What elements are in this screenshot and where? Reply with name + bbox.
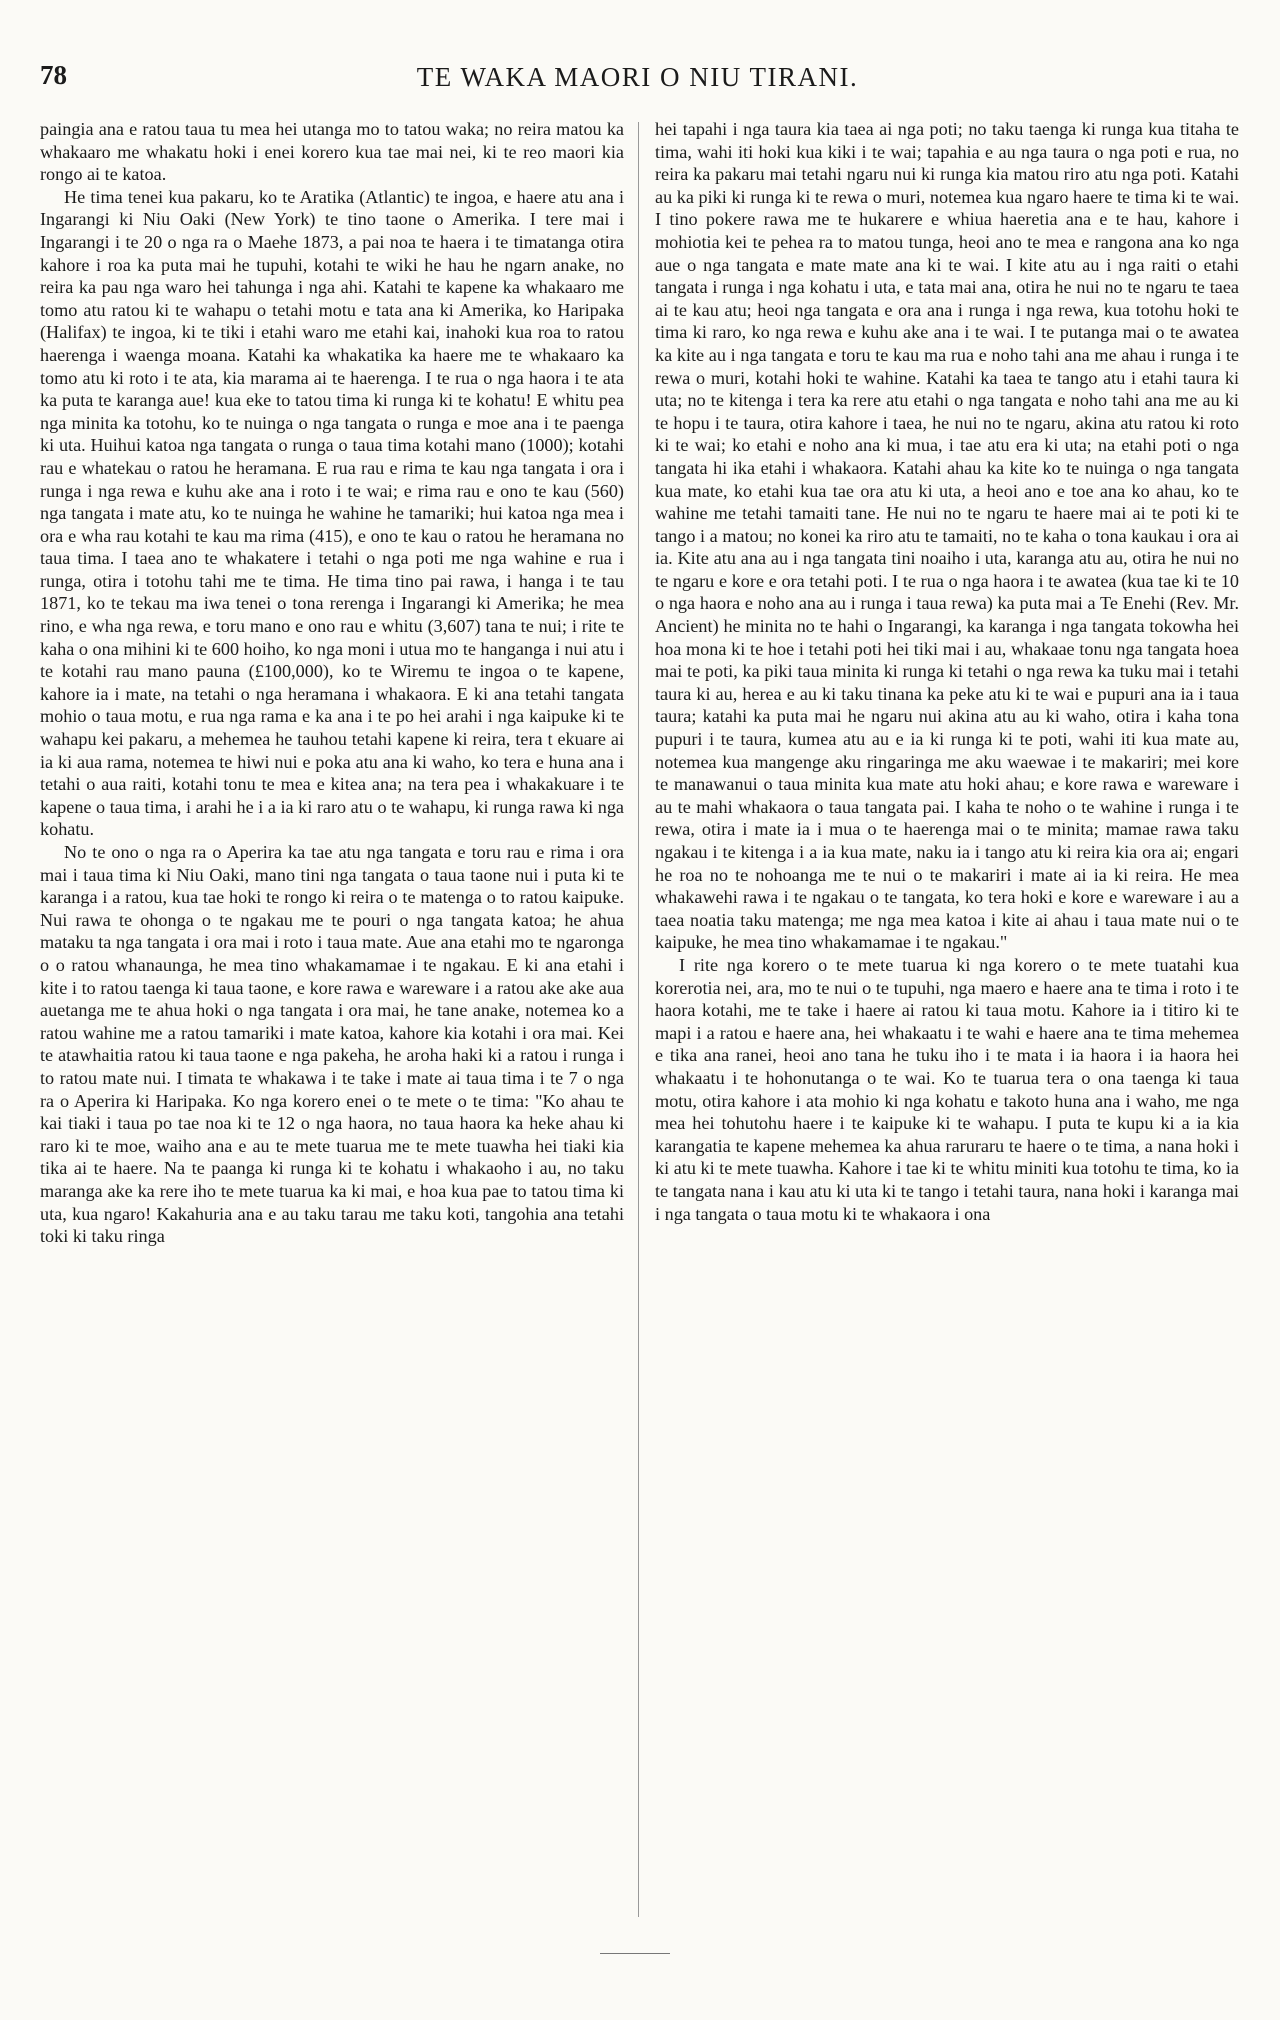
paragraph: paingia ana e ratou taua tu mea hei utanga mo to tatou waka; no reira matou ka whakaaro me whakatu hoki i enei korero kua tae mai nei, ki te reo maori kia rongo ai te katoa. (40, 119, 624, 185)
left-column (40, 118, 624, 1248)
footer-rule (600, 1953, 670, 1954)
right-column (655, 118, 1239, 1225)
paragraph: hei tapahi i nga taura kia taea ai nga poti; no taku taenga ki runga kua titaha te tima, wahi iti hoki kua kiki i te wai; tapahia e au nga taura o nga poti e rua, no reira ka pakaru mai tetahi ngaru nui ki runga kia matou riro atu nga poti. Katahi au ka piki ki runga ki te rewa o muri, notemea kua ngaro haere te tima ki te wai. I tino pokere rawa me te hukarere e whiua haeretia ana e te hau, kahore i mohiotia kei te pehea ra to matou tunga, heoi ano te mea e rangona ana ko nga aue o nga tangata e mate mate ana ki te wai. I kite atu au i nga raiti o etahi tangata i runga i nga kohatu i uta, e tata mai ana, otira he nui no te ngaru te taea ai te kau atu; heoi nga tangata e ora ana i runga i nga rewa, kua totohu hoki te tima ki raro, ko nga rewa e kuhu ake ana i te wai. I te putanga mai o te awatea ka kite au i nga tangata e toru te kau ma rua e noho tahi ana me ahau i runga i te rewa o muri, kotahi hoki te wahine. Katahi ka taea te tango atu i etahi taura ki uta; no te kitenga i tera ka rere atu etahi o nga tangata e noho tahi ana me au ki te hopu i te taura, otira kahore i taea, he nui no te ngaru, akina atu ratou ki roto ki te wai; ko etahi e noho ana ki mua, i tae atu era ki uta; na etahi poti o nga tangata hi ika etahi i whakaora. Katahi ahau ka kite ko te nuinga o nga tangata kua mate, ko etahi kua tae ora atu ki uta, a heoi ano e toe ana ko ahau, ko te wahine me tetahi tamaiti tane. He nui no te ngaru te haere mai ai te poti ki te tango i a matou; no konei ka riro atu te tamaiti, no te kaha o tona kaukau i ora ai ia. Kite atu ana au i nga tangata tini noaiho i uta, karanga atu au, otira he nui no te ngaru e kore e ora tetahi poti. I te rua o nga haora i te awatea (kua tae ki te 10 o nga haora e noho ana au i runga i taua rewa) ka puta mai a Te Enehi (Rev. Mr. Ancient) he minita no te hahi o Ingarangi, ka karanga i nga tangata tokowha hei hoa mona ki te hoe i tetahi poti hei tiki mai i au, whakaae tonu nga tangata hoea mai te poti, ka piki taua minita ki runga ki tetahi o nga rewa ka tuku mai i tetahi taura ki au, herea e au ki taku tinana ka peke atu ki te wai e pupuri ana ia i taua taura; katahi ka puta mai he ngaru nui akina atu au ki waho, otira i kaha tona pupuri i te taura, kumea atu au e ia ki runga ki te poti, wahi iti kua mate au, notemea kua mangenge aku ringaringa me aku waewae i te makariri; mei kore te manawanui o taua minita kua mate atu hoki ahau; e kore rawa e wareware i au te mahi whakaora o taua tangata pai. I kaha te noho o te wahine i runga i te rewa, otira i mate ia i mua o te haerenga mai o te minita; mamae rawa taku ngakau i te kitenga i a ia kua mate, naku ia i tango atu ki reira kia ora ai; engari he roa no te nohoanga me te nui o te makariri i mate ai ia ki reira. He mea whakawehi rawa i te ngakau o te tangata, ko tera hoki e kore e wareware i au a taea noatia taku matenga; me nga mea katoa i kite ai ahau i taua mate nui o te kaipuke, he mea tino whakamamae i te ngakau." (655, 119, 1239, 953)
page-number: 78 (40, 60, 67, 90)
paragraph: He tima tenei kua pakaru, ko te Aratika (Atlantic) te ingoa, e haere atu ana i Ingarangi ki Niu Oaki (New York) te tino taone o Amerika. I tere mai i Ingarangi i te 20 o nga ra o Maehe 1873, a pai noa te haera i te timatanga otira kahore i roa ka puta mai he tupuhi, kotahi te wiki he hau he ngarn anake, no reira ka pau nga waro hei tahunga i nga ahi. Katahi te kapene ka whakaaro me tomo atu ratou ki te wahapu o tetahi motu e tata ana ki Amerika, ko Haripaka (Halifax) te ingoa, ki te tiki i etahi waro me etahi kai, inahoki kua roa to ratou haerenga i waenga moana. Katahi ka whakatika ka haere me te whakaaro ka tomo atu ki roto i te ata, kia marama ai te haerenga. I te rua o nga haora i te ata ka puta te karanga aue! kua eke to tatou tima ki runga ki te kohatu! E whitu pea nga minita ka totohu, ko te nuinga o nga tangata o runga e moe ana i te paenga ki uta. Huihui katoa nga tangata o runga o taua tima kotahi mano (1000); kotahi rau e whatekau o ratou he heramana. E rua rau e rima te kau nga tangata i ora i runga i nga rewa e kuhu ake ana i roto i te wai; e rima rau e ono te kau (560) nga tangata i mate atu, ko te nuinga he wahine he tamariki; hui katoa nga mea i ora e wha rau kotahi te kau ma rima (415), e ono te kau o ratou he heramana no taua tima. I taea ano te whakatere i tetahi o nga poti me nga wahine e rua i runga, otira i totohu tahi me te tima. He tima tino pai rawa, i hanga i te tau 1871, ko te tekau ma iwa tenei o tona rerenga i Ingarangi ki Amerika; he mea rino, e wha nga rewa, e toru mano e ono rau e whitu (3,607) tana te nui; i rite te kaha o ona mihini ki te 600 hoiho, ko nga moni i utua mo te hanganga i nui atu i te kotahi rau mano pauna (£100,000), ko te Wiremu te ingoa o te kapene, kahore ia i mate, na tetahi o nga heramana i whakaora. E ki ana tetahi tangata mohio o taua motu, e rua nga rama e ka ana i te po hei arahi i nga kaipuke ki te wahapu kei pakaru, a mehemea he tauhou tetahi kapene ki reira, tera t ekuare ai ia ki aua rama, notemea te hiwi nui e poka atu ana ki waho, ko tera e huna ana i tetahi o aua raiti, kotahi tonu te mea e kitea ana; na tera pea i whakakuare i te kapene o taua tima, i arahi he i a ia ki raro atu o te wahapu, ki runga rawa ki nga kohatu. (40, 186, 624, 840)
paragraph: No te ono o nga ra o Aperira ka tae atu nga tangata e toru rau e rima i ora mai i taua tima ki Niu Oaki, mano tini nga tangata o taua taone nui i puta ki te karanga i a ratou, kua tae hoki te rongo ki reira o te matenga o to ratou kaipuke. Nui rawa te ohonga o te ngakau me te pouri o nga tangata katoa; he ahua mataku ta nga tangata i ora mai i roto i taua mate. Aue ana etahi mo te ngaronga o o ratou whanaunga, he mea tino whakamamae i te ngakau. E ki ana etahi i kite i to ratou taenga ki taua taone, e kore rawa e wareware i a ratou ake ake aua auetanga me te ahua hoki o nga tangata i ora mai, he tane anake, notemea ko a ratou wahine me a ratou tamariki i mate katoa, kahore kia kotahi i ora mai. Kei te atawhaitia ratou ki taua taone e nga pakeha, he aroha haki ki a ratou i runga i to ratou mate nui. I timata te whakawa i te take i mate ai taua tima i te 7 o nga ra o Aperira ki Haripaka. Ko nga korero enei o te mete o te tima: "Ko ahau te kai tiaki i taua po tae noa ki te 12 o nga haora, no taua haora ka heke ahau ki raro ki te moe, waiho ana e au te mete tuarua me te mete tuawha hei tiaki kia tika ai te haere. Na te paanga ki runga ki te kohatu i whakaoho i au, no taku maranga ake ka rere iho te mete tuarua ka ki mai, e hoa kua pae to tatou tima ki uta, kua ngaro! Kakahuria ana e au taku tarau me taku koti, tangohia ana tetahi toki ki taku ringa (40, 842, 624, 1247)
running-title: TE WAKA MAORI O NIU TIRANI. (416, 62, 859, 92)
page-header (40, 60, 1235, 110)
paragraph: I rite nga korero o te mete tuarua ki nga korero o te mete tuatahi kua korerotia nei, ara, mo te nui o te tupuhi, nga maero e haere ana te tima i roto i te haora kotahi, me te take i haere ai ratou ki taua motu. Kahore ia i titiro ki te mapi i a ratou e haere ana, hei whakaatu i te wahi e haere ana te tima mehemea e tika ana ranei, heoi ano tana he tuku iho i te mata i ia haora i ia haora hei whakaatu i te hohonutanga o te wai. Ko te tuarua tera o ona taenga ki taua motu, otira kahore i ata mohio ki nga kohatu e takoto huna ana i waho, me nga mea hei tohutohu haere i te kaipuke ki te wahapu. I puta te kupu ki a ia kia karangatia te kapene mehemea ka ahua raruraru te haere o te tima, a nana hoki i ki atu ki te mete tuawha. Kahore i tae ki te whitu miniti kua totohu te tima, ko ia te tangata nana i kau atu ki uta ki te tango i tetahi taura, nana hoki i karanga mai i nga tangata o taua motu ki te whakaora i ona (655, 954, 1239, 1224)
column-divider (638, 122, 639, 1917)
